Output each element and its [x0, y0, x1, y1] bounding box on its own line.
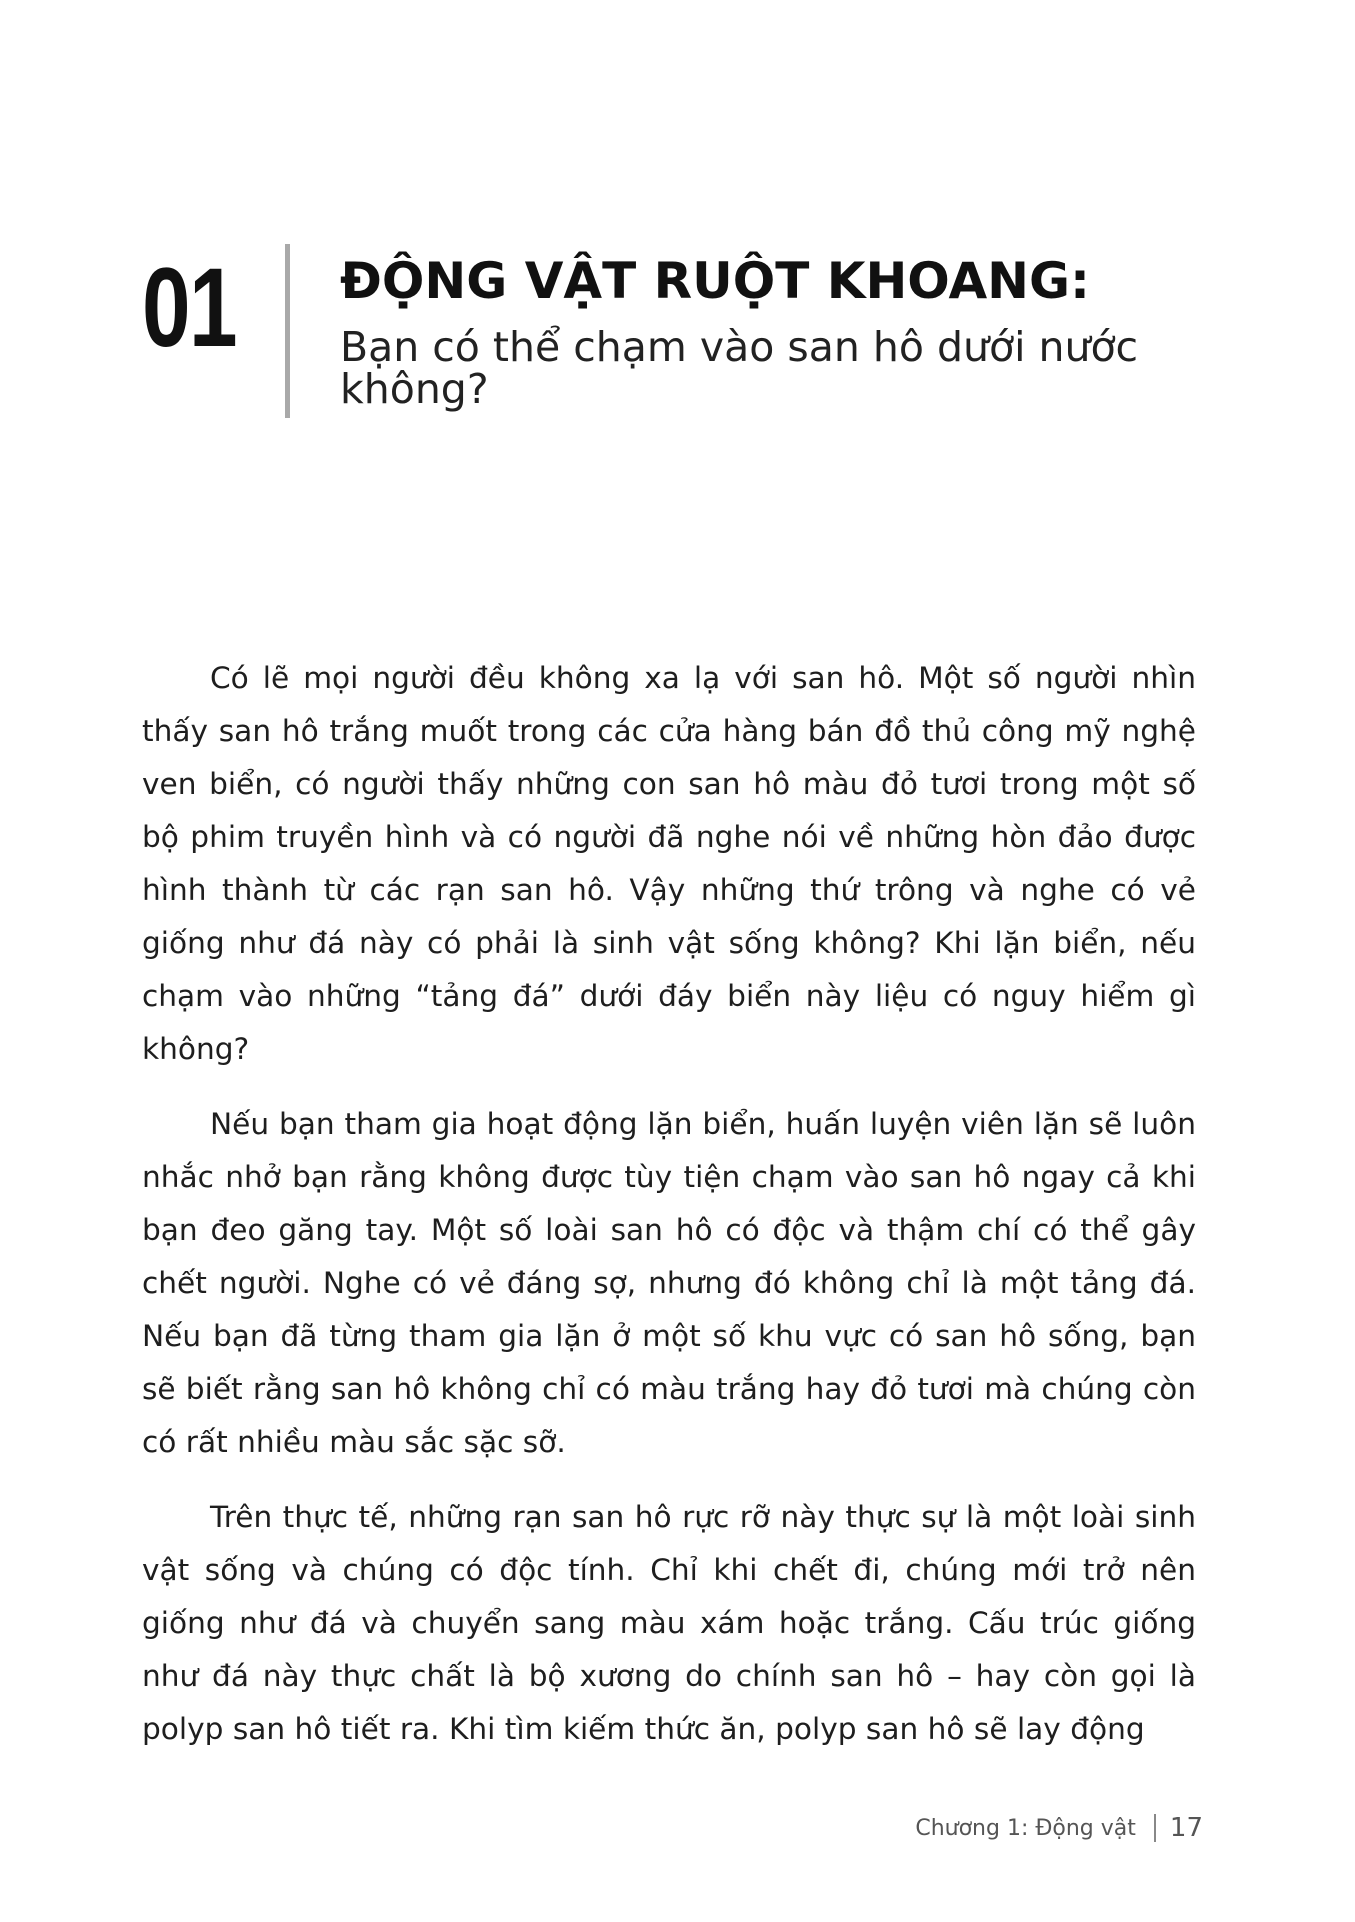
chapter-subtitle: Bạn có thể chạm vào san hô dưới nước không? [340, 323, 1139, 413]
page-number: 17 [1169, 1813, 1203, 1843]
paragraph-1: Có lẽ mọi người đều không xa lạ với san hô. Một số người nhìn thấy san hô trắng muốt trong các cửa hàng bán đồ thủ công mỹ nghệ ven biển, có người thấy những con san hô màu đỏ tươi trong một số bộ phim truyền hình và có người đã nghe nói về những hòn đảo được hình thành từ các rạn san hô. Vậy những thứ trông và nghe có vẻ giống như đá này có phải là sinh vật sống không? Khi lặn biển, nếu chạm vào những “tảng đá” dưới đáy biển này liệu có nguy hiểm gì không? [142, 661, 1196, 1066]
chapter-title: ĐỘNG VẬT RUỘT KHOANG: [340, 252, 1091, 310]
chapter-header [142, 244, 1222, 424]
chapter-number: 01 [142, 245, 237, 370]
body-text [142, 652, 1196, 1778]
paragraph-3: Trên thực tế, những rạn san hô rực rỡ này thực sự là một loài sinh vật sống và chúng có độc tính. Chỉ khi chết đi, chúng mới trở nên giống như đá và chuyển sang màu xám hoặc trắng. Cấu trúc giống như đá này thực chất là bộ xương do chính san hô – hay còn gọi là polyp san hô tiết ra. Khi tìm kiếm thức ăn, polyp san hô sẽ lay động [142, 1500, 1196, 1746]
header-divider [285, 244, 290, 418]
paragraph-2: Nếu bạn tham gia hoạt động lặn biển, huấn luyện viên lặn sẽ luôn nhắc nhở bạn rằng không được tùy tiện chạm vào san hô ngay cả khi bạn đeo găng tay. Một số loài san hô có độc và thậm chí có thể gây chết người. Nghe có vẻ đáng sợ, nhưng đó không chỉ là một tảng đá. Nếu bạn đã từng tham gia lặn ở một số khu vực có san hô sống, bạn sẽ biết rằng san hô không chỉ có màu trắng hay đỏ tươi mà chúng còn có rất nhiều màu sắc sặc sỡ. [142, 1107, 1196, 1459]
footer-chapter-label: Chương 1: Động vật [915, 1815, 1136, 1841]
page-footer [915, 1810, 1203, 1846]
footer-divider [1154, 1814, 1156, 1842]
